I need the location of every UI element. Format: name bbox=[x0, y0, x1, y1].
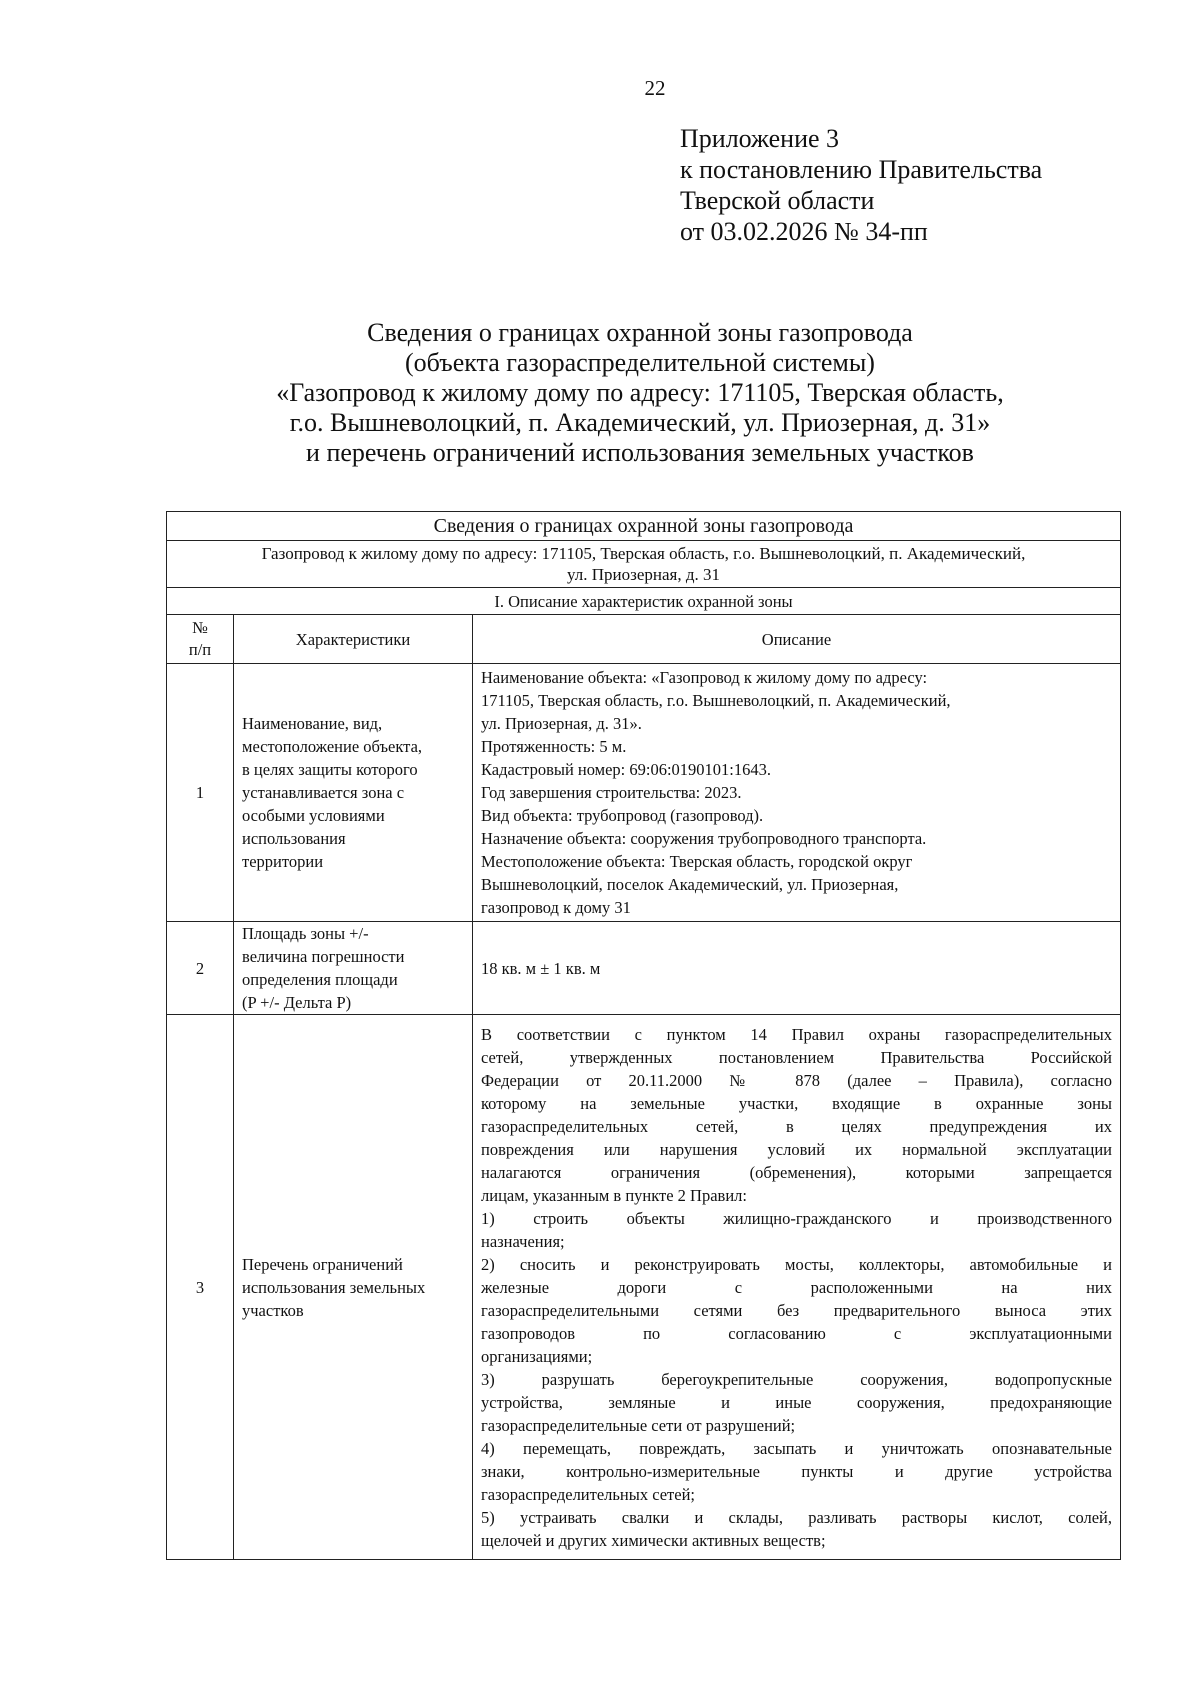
table-object-name bbox=[167, 541, 1121, 588]
table-title-row bbox=[167, 512, 1121, 541]
description-line: повреждения или нарушения условий их нормальной эксплуатации bbox=[481, 1139, 1112, 1159]
characteristic-line: особыми условиями bbox=[242, 806, 385, 825]
description-line: газопроводов по согласованию с эксплуатационными bbox=[481, 1323, 1112, 1343]
description-line: газораспределительными сетями без предварительного выноса этих bbox=[481, 1300, 1112, 1320]
document-title bbox=[160, 318, 1120, 468]
table-row bbox=[167, 922, 1121, 1015]
description-line: Вышневолоцкий, поселок Академический, ул. Приозерная, bbox=[481, 875, 899, 894]
object-line: Газопровод к жилому дому по адресу: 171105, Тверская область, г.о. Вышневолоцкий, п. Академический, bbox=[261, 544, 1026, 563]
description-line: В соответствии с пунктом 14 Правил охраны газораспределительных bbox=[481, 1024, 1112, 1044]
row-number: 1 bbox=[167, 664, 234, 922]
characteristic-line: местоположение объекта, bbox=[242, 737, 423, 756]
description-line: газораспределительных сетей; bbox=[481, 1484, 696, 1504]
characteristic-line: в целях защиты которого bbox=[242, 760, 418, 779]
header-num bbox=[167, 615, 234, 664]
description-line: Наименование объекта: «Газопровод к жилому дому по адресу: bbox=[481, 668, 928, 687]
appendix-line: к постановлению Правительства bbox=[680, 155, 1043, 184]
description-line: газораспределительные сети от разрушений; bbox=[481, 1415, 796, 1435]
header-characteristics: Характеристики bbox=[234, 615, 473, 664]
description-line: устройства, земляные и иные сооружения, предохраняющие bbox=[481, 1392, 1112, 1412]
characteristic-line: Перечень ограничений bbox=[242, 1254, 403, 1274]
description-line: ул. Приозерная, д. 31». bbox=[481, 714, 642, 733]
table-object-row bbox=[167, 541, 1121, 588]
row-characteristic bbox=[234, 664, 473, 922]
row-characteristic bbox=[234, 922, 473, 1015]
table-section-row bbox=[167, 588, 1121, 615]
characteristic-line: Наименование, вид, bbox=[242, 714, 383, 733]
header-num-line: № bbox=[192, 618, 208, 637]
description-line: 18 кв. м ± 1 кв. м bbox=[481, 958, 601, 978]
object-line: ул. Приозерная, д. 31 bbox=[567, 565, 720, 584]
description-line: газораспределительных сетей, в целях предупреждения их bbox=[481, 1116, 1112, 1136]
row-description bbox=[473, 922, 1121, 1015]
table-row bbox=[167, 664, 1121, 922]
appendix-line: Тверской области bbox=[680, 186, 875, 215]
appendix-line: Приложение 3 bbox=[680, 124, 840, 153]
description-line: 171105, Тверская область, г.о. Вышневолоцкий, п. Академический, bbox=[481, 691, 951, 710]
description-line: щелочей и других химически активных веществ; bbox=[481, 1530, 826, 1550]
description-line: Год завершения строительства: 2023. bbox=[481, 783, 742, 802]
section-heading: I. Описание характеристик охранной зоны bbox=[167, 588, 1121, 615]
description-line: 5) устраивать свалки и склады, разливать растворы кислот, солей, bbox=[481, 1507, 1112, 1527]
row-number: 2 bbox=[167, 922, 234, 1015]
characteristic-line: устанавливается зона с bbox=[242, 783, 405, 802]
characteristic-line: Площадь зоны +/- bbox=[242, 924, 369, 943]
description-line: Протяженность: 5 м. bbox=[481, 737, 627, 756]
description-line: Назначение объекта: сооружения трубопроводного транспорта. bbox=[481, 829, 927, 848]
appendix-block bbox=[680, 123, 1042, 247]
row-number: 3 bbox=[167, 1015, 234, 1560]
description-line: Федерации от 20.11.2000 № 878 (далее – Правила), согласно bbox=[481, 1070, 1112, 1090]
header-num-line: п/п bbox=[188, 640, 212, 659]
characteristic-line: (P +/- Дельта P) bbox=[242, 993, 352, 1012]
description-line: налагаются ограничения (обременения), которыми запрещается bbox=[481, 1162, 1112, 1182]
table-title: Сведения о границах охранной зоны газопровода bbox=[167, 512, 1121, 541]
description-line: 3) разрушать берегоукрепительные сооружения, водопропускные bbox=[481, 1369, 1112, 1389]
title-line: Сведения о границах охранной зоны газопровода bbox=[367, 318, 913, 347]
table-row bbox=[167, 1015, 1121, 1560]
page-number: 22 bbox=[644, 76, 666, 100]
description-line: сетей, утвержденных постановлением Правительства Российской bbox=[481, 1047, 1112, 1067]
description-line: назначения; bbox=[481, 1231, 565, 1251]
description-line: Местоположение объекта: Тверская область, городской округ bbox=[481, 852, 913, 871]
characteristic-line: участков bbox=[242, 1300, 304, 1320]
row-description bbox=[473, 1015, 1121, 1560]
appendix-line: от 03.02.2026 № 34-пп bbox=[680, 217, 928, 246]
row-description bbox=[473, 664, 1121, 922]
description-line: лицам, указанным в пункте 2 Правил: bbox=[481, 1185, 747, 1205]
description-line: 1) строить объекты жилищно-гражданского и производственного bbox=[481, 1208, 1112, 1228]
characteristic-line: величина погрешности bbox=[242, 947, 405, 966]
row-characteristic bbox=[234, 1015, 473, 1560]
description-line: 2) сносить и реконструировать мосты, коллекторы, автомобильные и bbox=[481, 1254, 1112, 1274]
description-line: которому на земельные участки, входящие в охранные зоны bbox=[481, 1093, 1112, 1113]
description-line: организациями; bbox=[481, 1346, 593, 1366]
title-line: (объекта газораспределительной системы) bbox=[405, 348, 875, 377]
description-line: Кадастровый номер: 69:06:0190101:1643. bbox=[481, 760, 772, 779]
description-line: Вид объекта: трубопровод (газопровод). bbox=[481, 806, 764, 825]
characteristic-line: определения площади bbox=[242, 970, 398, 989]
table-header-row bbox=[167, 615, 1121, 664]
description-line: 4) перемещать, повреждать, засыпать и уничтожать опознавательные bbox=[481, 1438, 1112, 1458]
title-line: и перечень ограничений использования земельных участков bbox=[306, 438, 974, 467]
header-description: Описание bbox=[473, 615, 1121, 664]
characteristic-line: территории bbox=[242, 852, 324, 871]
characteristic-line: использования bbox=[242, 829, 346, 848]
description-line: железные дороги с расположенными на них bbox=[481, 1277, 1112, 1297]
protection-zone-table bbox=[166, 511, 1121, 1560]
characteristic-line: использования земельных bbox=[242, 1277, 426, 1297]
description-line: знаки, контрольно-измерительные пункты и другие устройства bbox=[481, 1461, 1112, 1481]
title-line: г.о. Вышневолоцкий, п. Академический, ул. Приозерная, д. 31» bbox=[289, 408, 991, 437]
description-line: газопровод к дому 31 bbox=[481, 898, 631, 917]
title-line: «Газопровод к жилому дому по адресу: 171105, Тверская область, bbox=[276, 378, 1004, 407]
